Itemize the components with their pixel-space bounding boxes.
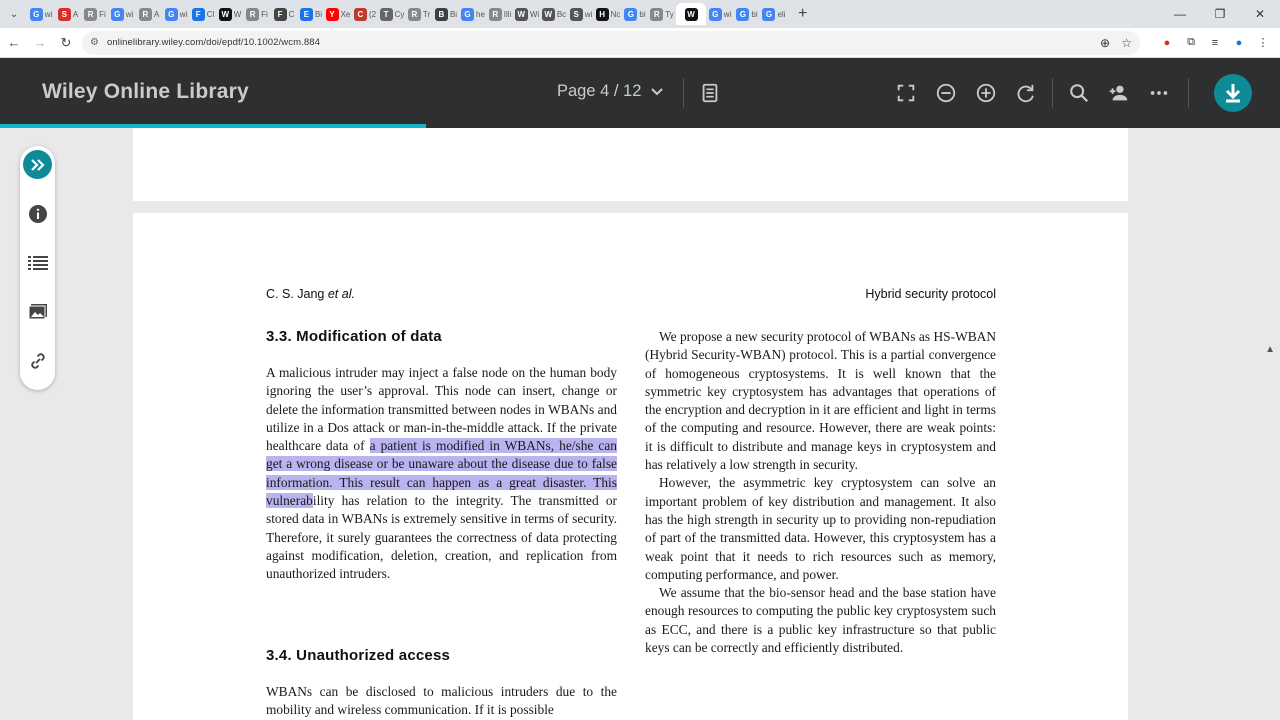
browser-tab[interactable] [676, 3, 706, 25]
running-head-author [266, 287, 355, 301]
favicon-icon: R [246, 8, 259, 21]
browser-tab[interactable] [433, 3, 459, 25]
favicon-icon: R [84, 8, 97, 21]
zoom-icon[interactable]: ⊕ [1099, 35, 1110, 50]
reload-button[interactable]: ↻ [60, 34, 72, 50]
paragraph: WBANs can be disclosed to malicious intruders due to the mobility and wireless communication. If it is possible [266, 684, 617, 718]
pdf-page [133, 213, 1128, 720]
browser-tab[interactable] [649, 3, 675, 25]
browser-tab[interactable] [28, 3, 54, 25]
browser-tab[interactable] [734, 3, 760, 25]
favicon-icon: R [139, 8, 152, 21]
tab-title: Fi [99, 9, 106, 19]
tab-search-icon[interactable]: ⌄ [9, 8, 19, 20]
forward-button[interactable]: → [33, 35, 47, 50]
download-icon [1223, 82, 1243, 104]
profile-icon[interactable]: ● [1235, 36, 1243, 49]
tab-title: C [288, 9, 295, 19]
paragraph: However, the asymmetric key cryptosystem can solve an important problem of key distribution and management. It also has the high strength in security up to providing non-repudiation of part of the transmitted data. However, this cryptosystem has a weak point that it needs to rich resources such as memory, computing performance, and power. [645, 475, 996, 582]
browser-tab-strip [0, 0, 1280, 28]
paragraph: We assume that the bio-sensor head and the base station have enough resources to computing the public key cryptosystem such as ECC, and there is a public key infrastructure so that public keys can be correctly and efficiently distributed. [645, 585, 996, 656]
url-field[interactable] [82, 31, 1140, 55]
tab-title: eli [777, 9, 786, 19]
tab-list [28, 0, 788, 28]
favicon-icon: G [762, 8, 775, 21]
minimize-icon[interactable]: — [1174, 7, 1186, 21]
browser-tab[interactable] [595, 3, 621, 25]
expand-sidebar-button[interactable] [23, 150, 52, 179]
bookmark-star-icon[interactable]: ☆ [1121, 35, 1132, 50]
browser-tab[interactable] [109, 3, 135, 25]
favicon-icon: W [515, 8, 528, 21]
new-tab-button[interactable]: + [798, 5, 808, 22]
favicon-icon: G [461, 8, 474, 21]
text-run: A malicious intruder may inject a false node on the human body ignoring the user’s approval. This node can insert, change or delete the information transmitted between nodes in WBANs and utilize in a Dos attack or man-in-the-middle attack. If the private healthcare data of [266, 365, 617, 454]
document-view-icon[interactable] [697, 80, 723, 106]
browser-tab[interactable] [541, 3, 567, 25]
extension-icon[interactable]: ● [1163, 36, 1171, 49]
browser-tab[interactable] [244, 3, 270, 25]
viewer-sidebar [20, 146, 55, 390]
favicon-icon: G [736, 8, 749, 21]
tab-title: Cl [206, 9, 215, 19]
browser-tab[interactable] [622, 3, 648, 25]
site-title[interactable]: Wiley Online Library [42, 80, 249, 103]
tab-title: Wi [529, 9, 540, 19]
back-button[interactable]: ← [7, 35, 21, 50]
tab-title: Tr [422, 9, 431, 19]
previous-page [133, 128, 1128, 201]
media-icon[interactable]: ≡ [1211, 36, 1219, 49]
browser-tab[interactable] [325, 3, 351, 25]
tab-title: wi [179, 9, 188, 19]
tab-title: wi [44, 9, 53, 19]
page-indicator: Page 4 / 12 [557, 82, 642, 100]
browser-tab[interactable] [55, 3, 81, 25]
download-button[interactable] [1214, 74, 1252, 112]
tab-title: (2 [368, 9, 377, 19]
info-icon[interactable] [26, 202, 50, 226]
browser-tab[interactable] [190, 3, 216, 25]
tab-title: Bi [449, 9, 458, 19]
figures-icon[interactable] [26, 300, 50, 324]
tab-title: A [72, 9, 79, 19]
menu-icon[interactable]: ⋮ [1257, 37, 1269, 49]
share-user-icon[interactable] [1106, 80, 1132, 106]
window-controls [1160, 0, 1280, 28]
browser-tab[interactable] [761, 3, 787, 25]
favicon-icon: Y [326, 8, 339, 21]
browser-tab[interactable] [568, 3, 594, 25]
close-window-icon[interactable]: ✕ [1254, 7, 1266, 21]
favicon-icon: W [685, 8, 698, 21]
paragraph: We propose a new security protocol of WBANs as HS-WBAN (Hybrid Security-WBAN) protocol. This is a partial convergence of homogeneous cryptosystems. It is well known that the symmetric key cryptosystem has advantages that operations of the encryption and decryption in it are efficient and light in terms of the computing and resource. However, there are weak points: it is difficult to distribute and manage keys in cryptosystem and has relatively a low strength in security. [645, 329, 996, 473]
tab-title: bi [639, 9, 646, 19]
tab-title: wi [125, 9, 134, 19]
favicon-icon: G [111, 8, 124, 21]
chevron-down-icon [651, 85, 663, 99]
tab-title: wi [584, 9, 593, 19]
tab-title: wi [723, 9, 732, 19]
tab-title: he [476, 9, 485, 19]
etal-text: et al. [327, 287, 355, 301]
browser-tab[interactable] [487, 3, 513, 25]
section-3-4-heading: 3.4. Unauthorized access [266, 647, 451, 664]
section-3-3-heading: 3.3. Modification of data [266, 328, 442, 345]
left-column [266, 364, 617, 584]
favicon-icon: G [624, 8, 637, 21]
page-selector[interactable] [557, 82, 663, 101]
favicon-icon: W [219, 8, 232, 21]
tab-title: Xe [340, 9, 351, 19]
browser-tab[interactable] [136, 3, 162, 25]
fullscreen-icon[interactable] [893, 80, 919, 106]
table-of-contents-icon[interactable] [26, 251, 50, 275]
restore-icon[interactable]: ❐ [1214, 7, 1226, 21]
favicon-icon: T [380, 8, 393, 21]
browser-tab[interactable] [514, 3, 540, 25]
favicon-icon: B [435, 8, 448, 21]
browser-tab[interactable] [271, 3, 297, 25]
right-column [645, 328, 996, 657]
rotate-icon[interactable] [1013, 80, 1039, 106]
favicon-icon: E [300, 8, 313, 21]
url-text: onlinelibrary.wiley.com/doi/epdf/10.1002/wcm.884 [106, 37, 320, 48]
address-bar [0, 28, 1280, 58]
tab-title: Illi [503, 9, 512, 19]
tab-title: Bi [314, 9, 323, 19]
highlighted-text[interactable]: a patient is modified in WBANs, he/she can get a wrong disease or be unaware about the disease due to false information. This result can happen as a great disaster. This vulnerab [266, 438, 617, 509]
tab-title: Ty [665, 9, 674, 19]
favicon-icon: R [650, 8, 663, 21]
browser-tab[interactable] [352, 3, 378, 25]
zoom-out-icon[interactable] [933, 80, 959, 106]
browser-tab[interactable] [406, 3, 432, 25]
favicon-icon: G [30, 8, 43, 21]
browser-tab[interactable] [82, 3, 108, 25]
more-options-icon[interactable] [1146, 80, 1172, 106]
toolbar-divider [683, 78, 684, 108]
link-icon[interactable] [26, 349, 50, 373]
favicon-icon: C [354, 8, 367, 21]
favicon-icon: S [58, 8, 71, 21]
puzzle-icon[interactable]: ⧉ [1187, 36, 1195, 48]
tab-title: A [153, 9, 160, 19]
favicon-icon: S [570, 8, 583, 21]
tab-title: W [233, 9, 242, 19]
tab-title: Cy [394, 9, 405, 19]
favicon-icon: R [489, 8, 502, 21]
running-head-title: Hybrid security protocol [865, 287, 996, 301]
browser-tab[interactable] [163, 3, 189, 25]
reader-toolbar [0, 58, 1280, 128]
scrollbar-up-arrow[interactable]: ▲ [1265, 344, 1275, 355]
favicon-icon: W [542, 8, 555, 21]
author-text: C. S. Jang [266, 287, 328, 301]
paragraph [266, 364, 617, 584]
pdf-viewer [0, 128, 1280, 720]
browser-tab[interactable] [379, 3, 405, 25]
tab-title: Nc [610, 9, 621, 19]
tab-title: Bc [556, 9, 567, 19]
tab-title: bi [751, 9, 758, 19]
favicon-icon: R [408, 8, 421, 21]
double-chevron-right-icon [30, 158, 46, 172]
favicon-icon: H [596, 8, 609, 21]
favicon-icon: G [709, 8, 722, 21]
left-column-lower [266, 683, 617, 720]
zoom-in-icon[interactable] [973, 80, 999, 106]
favicon-icon: G [165, 8, 178, 21]
text-run: ility has relation to the integrity. The transmitted or stored data in WBANs is extremely sensitive in terms of security. Therefore, it surely guarantees the correctness of data protecting against modification, deletion, creation, and replication from unauthorized intruders. [266, 493, 617, 582]
favicon-icon: F [192, 8, 205, 21]
toolbar-divider [1052, 78, 1053, 108]
browser-tab[interactable] [298, 3, 324, 25]
extension-icons [1158, 34, 1272, 52]
tab-title: Fi [261, 9, 268, 19]
favicon-icon: F [274, 8, 287, 21]
search-icon[interactable] [1066, 80, 1092, 106]
browser-tab[interactable] [460, 3, 486, 25]
browser-tab[interactable] [217, 3, 243, 25]
site-info-icon[interactable]: ⚙ [90, 37, 99, 48]
toolbar-divider [1188, 78, 1189, 108]
browser-tab[interactable] [707, 3, 733, 25]
